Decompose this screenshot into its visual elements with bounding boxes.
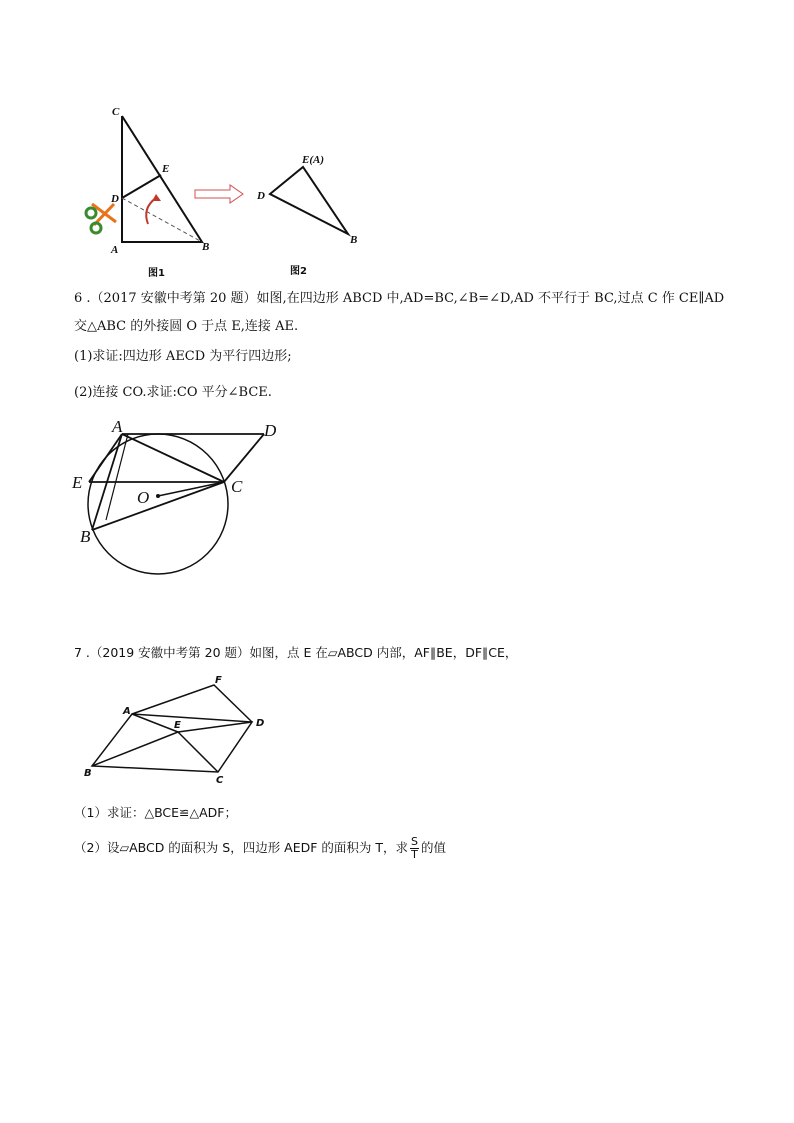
- triangle-acb: [122, 116, 202, 242]
- parallelogram-figure: [80, 672, 280, 792]
- scissors-icon: [86, 204, 116, 233]
- fig2-caption: 图2: [290, 266, 307, 277]
- triangle-fig2: [270, 167, 348, 234]
- problem6-line2: 交△ABC 的外接圆 O 于点 E,连接 AE.: [74, 319, 299, 334]
- label-b2: B: [350, 234, 358, 246]
- label-o6: O: [137, 488, 150, 507]
- curved-arrow-icon: [146, 194, 161, 224]
- fraction-denominator: T: [411, 848, 418, 861]
- problem6-part2: (2)连接 CO.求证:CO 平分∠BCE.: [74, 385, 272, 400]
- label-a: A: [111, 244, 119, 256]
- parallelogram-abcd: [92, 714, 252, 772]
- label-c: C: [112, 106, 120, 118]
- hollow-arrow-icon: [195, 185, 243, 203]
- center-o: [156, 494, 160, 498]
- problem7-part2-prefix: （2）设▱ABCD 的面积为 S，四边形 AEDF 的面积为 T，求: [74, 840, 409, 855]
- fraction-s-over-t: [410, 836, 419, 861]
- fold-figure: [70, 100, 390, 285]
- label-c6: C: [231, 477, 243, 496]
- segment-ec: [178, 732, 218, 772]
- fraction-numerator: S: [411, 835, 419, 848]
- segment-de: [122, 175, 161, 198]
- label-d: D: [111, 193, 119, 205]
- segment-dc: [224, 434, 264, 482]
- circle-figure: [62, 412, 292, 602]
- problem7-part2-suffix: 的值: [421, 840, 447, 855]
- problem6-part1: (1)求证:四边形 AECD 为平行四边形;: [74, 349, 292, 364]
- segment-ac: [122, 434, 224, 482]
- label-b6: B: [80, 527, 91, 546]
- segment-bc: [92, 482, 224, 530]
- label-e7: E: [174, 720, 181, 731]
- label-f7: F: [215, 675, 222, 686]
- label-b7: B: [84, 768, 92, 779]
- label-a7: A: [123, 706, 131, 717]
- label-a6: A: [112, 417, 123, 436]
- problem7-line1: 7 .（2019 安徽中考第 20 题）如图，点 E 在▱ABCD 内部，AF∥BE，DF∥CE，: [74, 645, 518, 660]
- label-c7: C: [216, 775, 224, 786]
- label-d6: D: [264, 421, 277, 440]
- problem6-line1: 6 .（2017 安徽中考第 20 题）如图,在四边形 ABCD 中,AD=BC,∠B=∠D,AD 不平行于 BC,过点 C 作 CE∥AD: [74, 291, 725, 306]
- segment-ed: [178, 722, 252, 732]
- label-e: E: [162, 163, 170, 175]
- segments-afd: [132, 685, 252, 722]
- label-d2: D: [257, 190, 265, 202]
- fig1-caption: 图1: [148, 268, 165, 279]
- label-d7: D: [256, 718, 265, 729]
- label-b: B: [202, 241, 210, 253]
- label-ea: E(A): [302, 154, 324, 166]
- circumcircle-o: [88, 434, 228, 574]
- label-e6: E: [72, 473, 83, 492]
- problem7-part2: [74, 836, 446, 861]
- dashed-db: [122, 198, 202, 242]
- problem7-part1: （1）求证：△BCE≌△ADF；: [74, 805, 238, 820]
